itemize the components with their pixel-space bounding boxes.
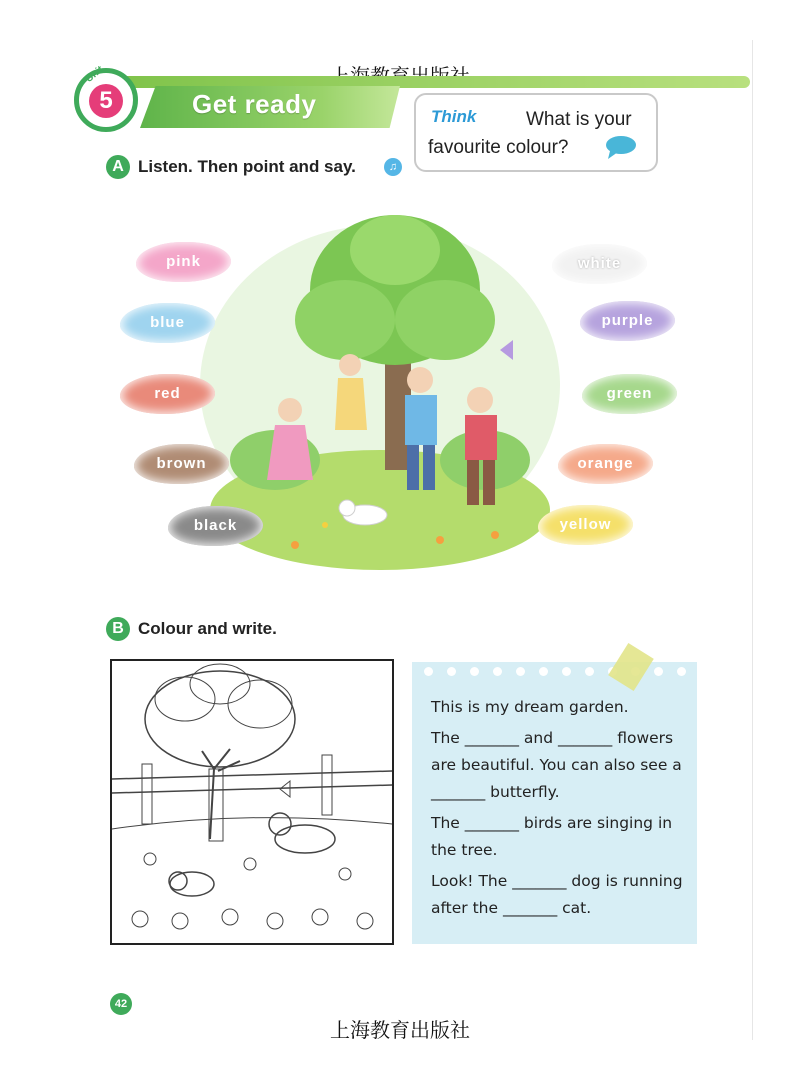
unit-number: 5 bbox=[89, 84, 123, 118]
think-box bbox=[414, 93, 658, 172]
colour-word-blue[interactable]: blue bbox=[120, 303, 215, 343]
colour-word-pink[interactable]: pink bbox=[136, 242, 231, 282]
note-line[interactable]: Look! The _______ dog is running bbox=[431, 872, 683, 890]
note-hole bbox=[654, 667, 663, 676]
unit-label: Unit bbox=[83, 64, 106, 85]
colour-word-green[interactable]: green bbox=[582, 374, 677, 414]
note-hole bbox=[447, 667, 456, 676]
colour-word-black[interactable]: black bbox=[168, 506, 263, 546]
note-hole bbox=[516, 667, 525, 676]
speech-bubble-icon bbox=[604, 135, 638, 159]
colour-word-white[interactable]: white bbox=[552, 244, 647, 284]
colour-word-orange[interactable]: orange bbox=[558, 444, 653, 484]
note-hole bbox=[424, 667, 433, 676]
note-hole bbox=[677, 667, 686, 676]
section-b-badge: B bbox=[106, 617, 130, 641]
publisher-footer: 上海教育出版社 bbox=[330, 1018, 470, 1042]
colour-word-purple[interactable]: purple bbox=[580, 301, 675, 341]
colour-word-brown[interactable]: brown bbox=[134, 444, 229, 484]
section-a-instruction: Listen. Then point and say. bbox=[138, 157, 356, 176]
note-hole bbox=[585, 667, 594, 676]
note-line[interactable]: after the _______ cat. bbox=[431, 899, 592, 917]
think-question-line2: favourite colour? bbox=[428, 137, 569, 158]
note-line: are beautiful. You can also see a bbox=[431, 756, 682, 774]
section-a-badge: A bbox=[106, 155, 130, 179]
audio-speaker-icon[interactable]: ♫ bbox=[384, 158, 402, 176]
note-hole bbox=[539, 667, 548, 676]
think-logo: Think bbox=[431, 107, 477, 126]
think-question-line1: What is your bbox=[526, 109, 632, 130]
note-line: the tree. bbox=[431, 841, 498, 859]
page-number: 42 bbox=[110, 993, 132, 1015]
note-hole bbox=[562, 667, 571, 676]
colour-word-red[interactable]: red bbox=[120, 374, 215, 414]
unit-badge bbox=[74, 64, 138, 132]
note-line[interactable]: The _______ and _______ flowers bbox=[431, 729, 674, 747]
colour-word-yellow[interactable]: yellow bbox=[538, 505, 633, 545]
note-line: This is my dream garden. bbox=[431, 698, 629, 716]
page-edge-line bbox=[752, 40, 753, 1040]
section-b-instruction: Colour and write. bbox=[138, 619, 277, 638]
banner-title: Get ready bbox=[192, 89, 317, 119]
note-hole bbox=[493, 667, 502, 676]
colouring-garden-picture[interactable] bbox=[110, 659, 394, 945]
note-hole bbox=[470, 667, 479, 676]
note-line[interactable]: The _______ birds are singing in bbox=[431, 814, 673, 832]
note-line[interactable]: _______ butterfly. bbox=[431, 783, 560, 801]
